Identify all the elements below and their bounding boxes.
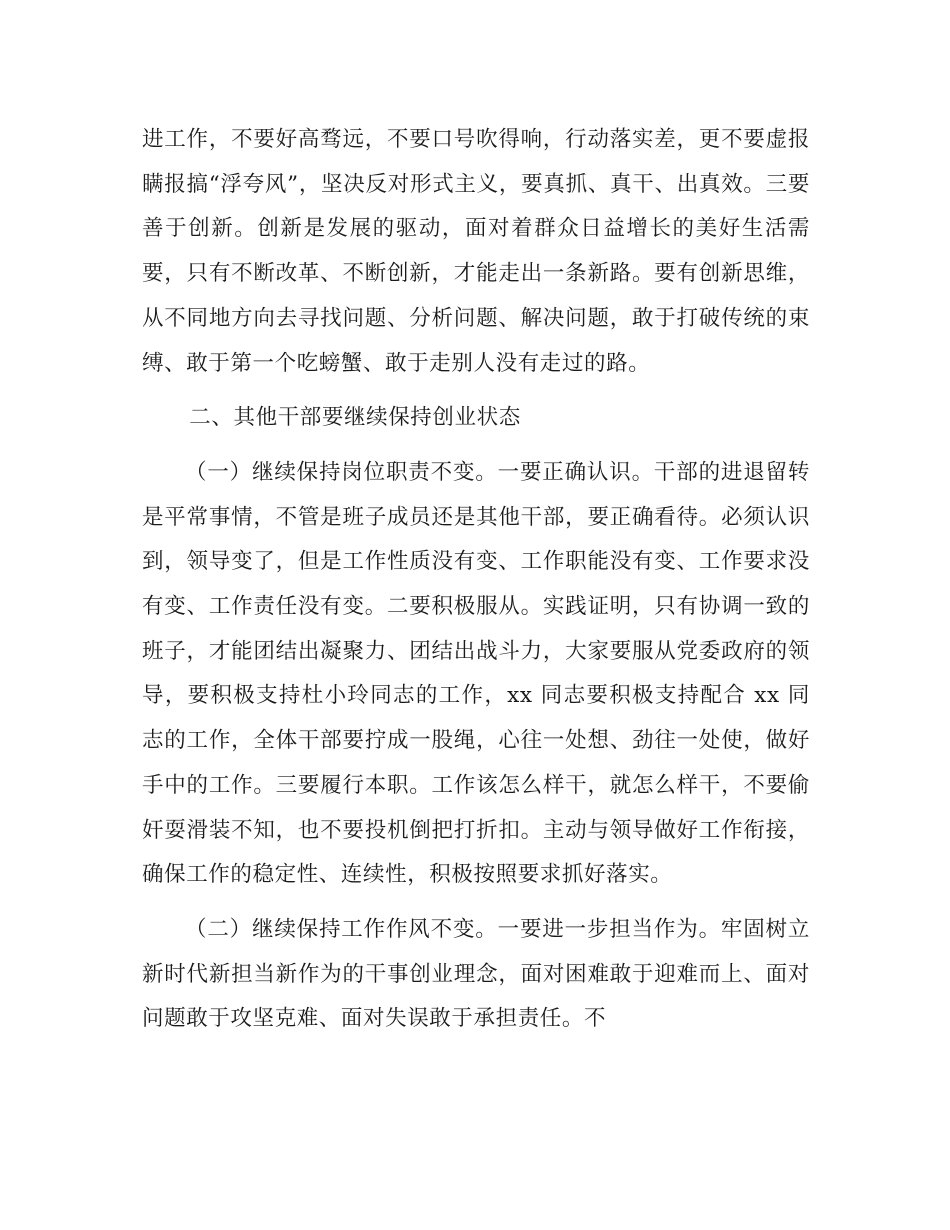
document-body: [142, 118, 810, 1042]
paragraph-subsection-2: （二）继续保持工作作风不变。一要进一步担当作为。牢固树立新时代新担当新作为的干事创业理念，面对困难敢于迎难而上、面对问题敢于攻坚克难、面对失误敢于承担责任。不: [142, 916, 810, 1032]
section-heading: 二、其他干部要继续保持创业状态: [189, 405, 521, 431]
paragraph-subsection-1: （一）继续保持岗位职责不变。一要正确认识。干部的进退留转是平常事情，不管是班子成员还是其他干部，要正确看待。必须认识到，领导变了，但是工作性质没有变、工作职能没有变、工作要求没有变、工作责任没有变。二要积极服从。实践证明，只有协调一致的班子，才能团结出凝聚力、团结出战斗力，大家要服从党委政府的领导，要积极支持杜小玲同志的工作，xx 同志要积极支持配合 xx 同志的工作，全体干部要拧成一股绳，心往一处想、劲往一处使，做好手中的工作。三要履行本职。工作该怎么样干，就怎么样干，不要偷奸耍滑装不知，也不要投机倒把打折扣。主动与领导做好工作衔接，确保工作的稳定性、连续性，积极按照要求抓好落实。: [142, 459, 810, 888]
paragraph-continuation: 进工作，不要好高骛远，不要口号吹得响，行动落实差，更不要虚报瞒报搞“浮夸风”，坚决反对形式主义，要真抓、真干、出真效。三要善于创新。创新是发展的驱动，面对着群众日益增长的美好生活需要，只有不断改革、不断创新，才能走出一条新路。要有创新思维，从不同地方向去寻找问题、分析问题、解决问题，敢于打破传统的束缚、敢于第一个吃螃蟹、敢于走别人没有走过的路。: [142, 127, 810, 376]
